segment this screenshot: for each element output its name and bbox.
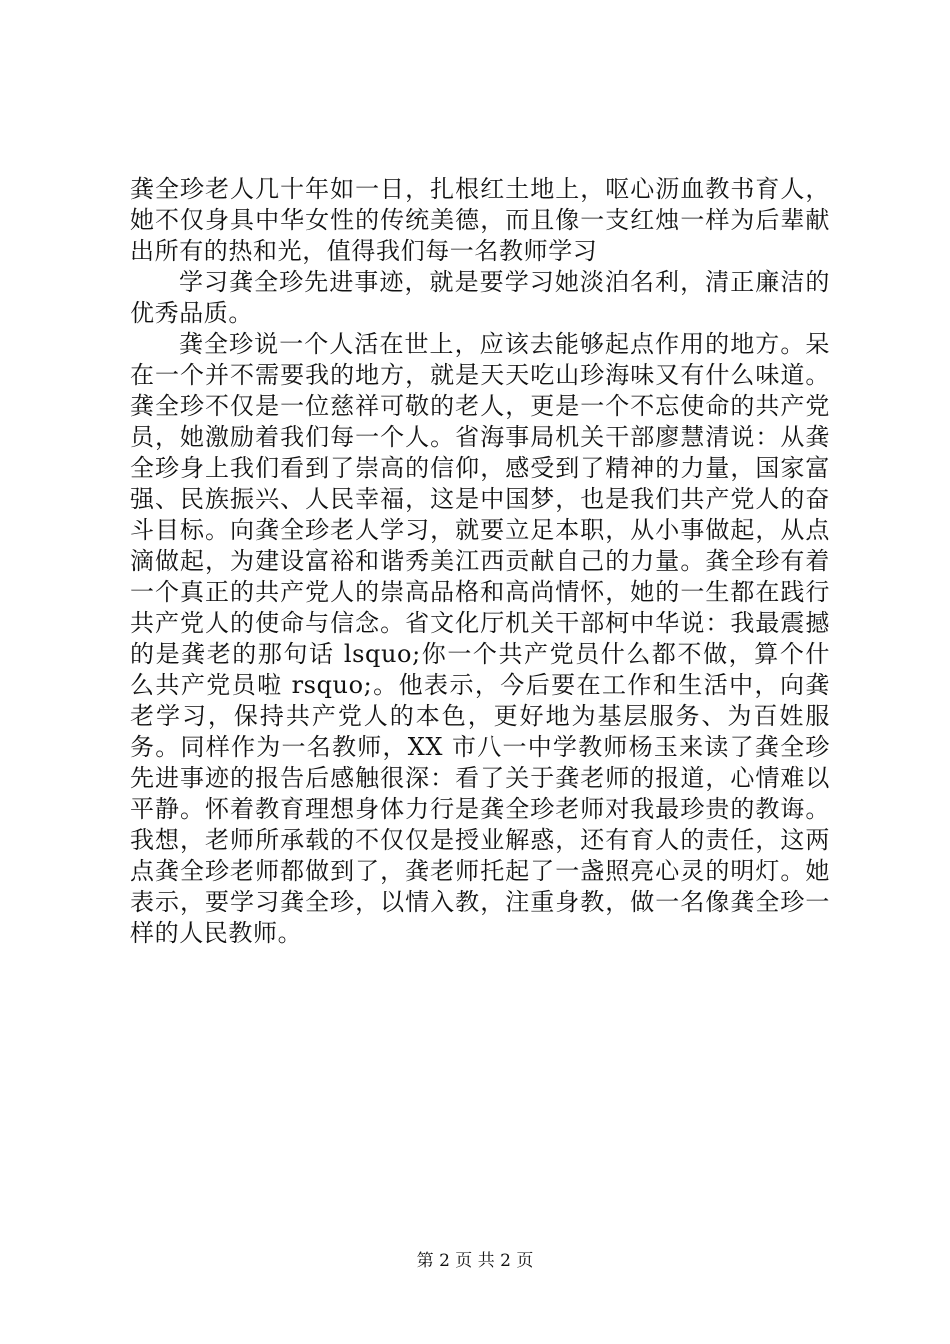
page-footer: 第 2 页 共 2 页 — [416, 1251, 534, 1271]
paragraph-quality: 学习龚全珍先进事迹，就是要学习她淡泊名利，清正廉洁的优秀品质。 — [130, 268, 830, 327]
document-body — [130, 174, 830, 949]
paragraph-intro: 龚全珍老人几十年如一日，扎根红土地上，呕心沥血教书育人，她不仅身具中华女性的传统美德，而且像一支红烛一样为后辈献出所有的热和光，值得我们每一名教师学习 — [130, 175, 830, 265]
paragraph-testimonials: 龚全珍说一个人活在世上，应该去能够起点作用的地方。呆在一个并不需要我的地方，就是天天吃山珍海味又有什么味道。龚全珍不仅是一位慈祥可敬的老人，更是一个不忘使命的共产党员，她激励着我们每一个人。省海事局机关干部廖慧清说：从龚全珍身上我们看到了崇高的信仰，感受到了精神的力量，国家富强、民族振兴、人民幸福，这是中国梦，也是我们共产党人的奋斗目标。向龚全珍老人学习，就要立足本职，从小事做起，从点滴做起，为建设富裕和谐秀美江西贡献自己的力量。龚全珍有着一个真正的共产党人的崇高品格和高尚情怀，她的一生都在践行共产党人的使命与信念。省文化厅机关干部柯中华说：我最震撼的是龚老的那句话 lsquo;你一个共产党员什么都不做，算个什么共产党员啦 rsquo;。他表示，今后要在工作和生活中，向龚老学习，保持共产党人的本色，更好地为基层服务、为百姓服务。同样作为一名教师，XX 市八一中学教师杨玉来读了龚全珍先进事迹的报告后感触很深：看了关于龚老师的报道，心情难以平静。怀着教育理想身体力行是龚全珍老师对我最珍贵的教诲。我想，老师所承载的不仅仅是授业解惑，还有育人的责任，这两点龚全珍老师都做到了，龚老师托起了一盏照亮心灵的明灯。她表示，要学习龚全珍，以情入教，注重身教，做一名像龚全珍一样的人民教师。 — [130, 330, 830, 947]
